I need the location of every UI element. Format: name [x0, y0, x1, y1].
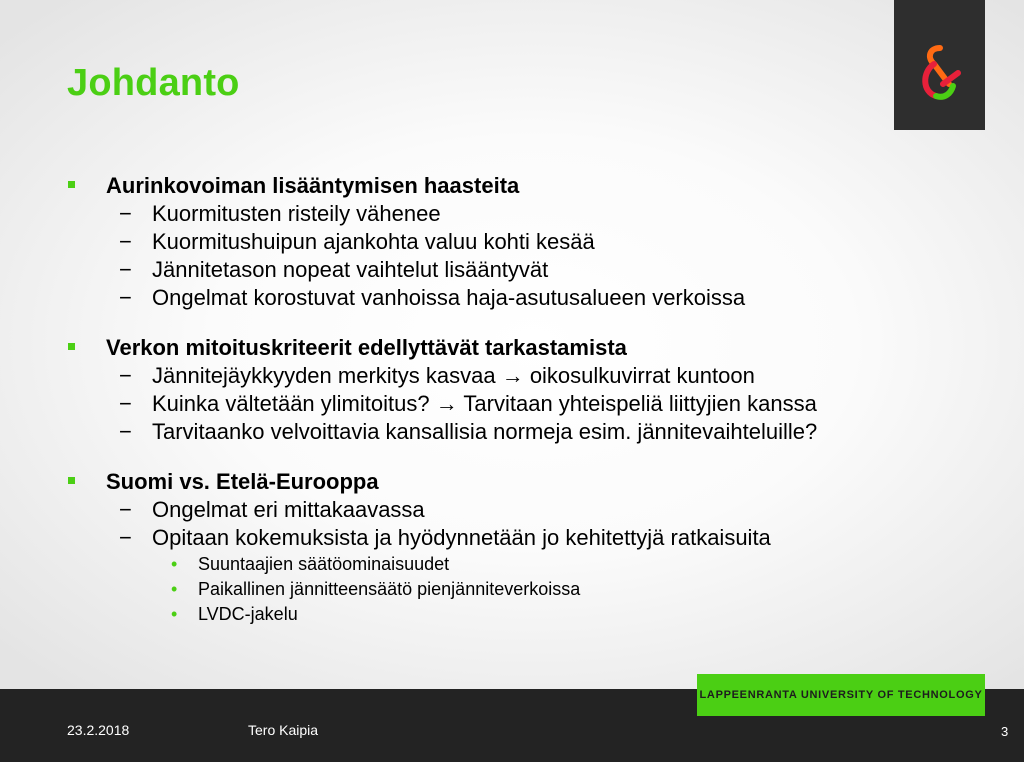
sub-list-item — [67, 552, 967, 577]
square-bullet-icon — [68, 343, 75, 350]
list-item-text: Kuormitusten risteily vähenee — [152, 201, 441, 226]
list-item-text: Tarvitaanko velvoittavia kansallisia normeja esim. jännitevaihteluille? — [152, 419, 818, 444]
section-heading-text: Suomi vs. Etelä-Eurooppa — [106, 469, 379, 494]
list-item-text: Opitaan kokemuksista ja hyödynnetään jo kehitettyjä ratkaisuita — [152, 525, 771, 550]
list-item-text: Jännitejäykkyyden merkitys kasvaa → oikosulkuvirrat kuntoon — [152, 363, 755, 388]
ampersand-logo-icon — [916, 44, 962, 106]
list-item — [67, 496, 967, 524]
list-item — [67, 418, 967, 446]
list-item — [67, 284, 967, 312]
list-item-text: Ongelmat korostuvat vanhoissa haja-asutusalueen verkoissa — [152, 285, 746, 310]
dash-bullet-icon: − — [119, 285, 132, 310]
square-bullet-icon — [68, 477, 75, 484]
slide-content — [67, 172, 967, 649]
list-item — [67, 524, 967, 552]
square-bullet-icon — [68, 181, 75, 188]
dot-bullet-icon: • — [171, 554, 178, 574]
section-heading-text: Verkon mitoituskriteerit edellyttävät tarkastamista — [106, 335, 627, 360]
section-heading-text: Aurinkovoiman lisääntymisen haasteita — [106, 173, 520, 198]
university-banner: LAPPEENRANTA UNIVERSITY OF TECHNOLOGY — [697, 674, 985, 716]
slide-title: Johdanto — [67, 62, 240, 104]
list-item — [67, 390, 967, 418]
dash-bullet-icon: − — [119, 525, 132, 550]
list-item-text: Ongelmat eri mittakaavassa — [152, 497, 425, 522]
dash-bullet-icon: − — [119, 201, 132, 226]
sub-list-item-text: LVDC-jakelu — [198, 604, 298, 624]
footer-date: 23.2.2018 — [67, 722, 130, 738]
list-item-text: Kuormitushuipun ajankohta valuu kohti kesää — [152, 229, 595, 254]
list-item — [67, 256, 967, 284]
dot-bullet-icon: • — [171, 579, 178, 599]
sub-list-item-text: Paikallinen jännitteensäätö pienjänniteverkoissa — [198, 579, 581, 599]
list-item — [67, 228, 967, 256]
list-item — [67, 200, 967, 228]
dash-bullet-icon: − — [119, 419, 132, 444]
section-finland-vs-south-europe — [67, 468, 967, 627]
section-solar-challenges — [67, 172, 967, 312]
section-heading — [67, 172, 967, 200]
sub-list-item — [67, 577, 967, 602]
section-heading — [67, 468, 967, 496]
list-item-text: Jännitetason nopeat vaihtelut lisääntyvät — [152, 257, 549, 282]
sub-list-item-text: Suuntaajien säätöominaisuudet — [198, 554, 450, 574]
section-heading — [67, 334, 967, 362]
list-item-text: Kuinka vältetään ylimitoitus? → Tarvitaan yhteispeliä liittyjien kanssa — [152, 391, 817, 416]
dash-bullet-icon: − — [119, 391, 132, 416]
dash-bullet-icon: − — [119, 229, 132, 254]
sub-list-item — [67, 602, 967, 627]
list-item — [67, 362, 967, 390]
dash-bullet-icon: − — [119, 497, 132, 522]
dot-bullet-icon: • — [171, 604, 178, 624]
footer-author: Tero Kaipia — [248, 722, 319, 738]
dash-bullet-icon: − — [119, 257, 132, 282]
section-network-criteria — [67, 334, 967, 446]
page-number: 3 — [1001, 724, 1009, 739]
logo-box — [894, 0, 985, 130]
dash-bullet-icon: − — [119, 363, 132, 388]
